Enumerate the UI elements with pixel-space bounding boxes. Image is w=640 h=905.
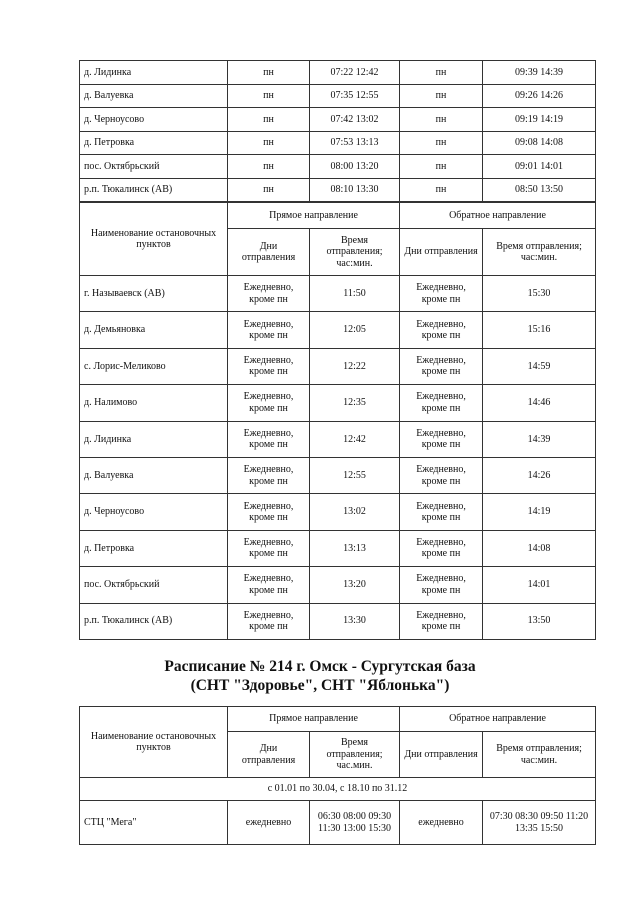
departure-days: Ежедневно, кроме пн: [228, 603, 310, 639]
stop-name: пос. Октябрьский: [80, 567, 228, 603]
departure-times: 07:35 12:55: [310, 84, 400, 108]
stop-column-header: Наименование остановочных пунктов: [80, 707, 228, 778]
table-row: [80, 155, 596, 179]
stop-name: г. Называевск (АВ): [80, 276, 228, 312]
forward-direction-header: Прямое направление: [228, 707, 400, 732]
departure-days: Ежедневно, кроме пн: [228, 421, 310, 457]
departure-times: 08:10 13:30: [310, 178, 400, 202]
schedule-table-214: [79, 706, 596, 845]
table-row: [80, 84, 596, 108]
schedule-title-line1: Расписание № 214 г. Омск - Сургутская база: [164, 658, 476, 675]
departure-times: 07:42 13:02: [310, 108, 400, 132]
departure-days: Ежедневно, кроме пн: [400, 530, 483, 566]
time-header: Время отправления; час:мин.: [310, 229, 400, 276]
stop-name: пос. Октябрьский: [80, 155, 228, 179]
days-header: Дни отправления: [400, 229, 483, 276]
departure-days: пн: [400, 61, 483, 85]
departure-times: 06:30 08:00 09:30 11:30 13:00 15:30: [310, 801, 400, 845]
table-row: [80, 385, 596, 421]
departure-times: 09:26 14:26: [483, 84, 596, 108]
table-row: [80, 801, 596, 845]
departure-days: Ежедневно, кроме пн: [228, 494, 310, 530]
departure-times: 09:39 14:39: [483, 61, 596, 85]
days-header: Дни отправления: [228, 732, 310, 778]
departure-times: 08:50 13:50: [483, 178, 596, 202]
departure-times: 07:30 08:30 09:50 11:20 13:35 15:50: [483, 801, 596, 845]
departure-times: 14:46: [483, 385, 596, 421]
table-row: [80, 421, 596, 457]
backward-direction-header: Обратное направление: [400, 203, 596, 229]
departure-times: 08:00 13:20: [310, 155, 400, 179]
departure-days: Ежедневно, кроме пн: [228, 348, 310, 384]
backward-direction-header: Обратное направление: [400, 707, 596, 732]
departure-days: пн: [400, 178, 483, 202]
departure-days: Ежедневно, кроме пн: [400, 494, 483, 530]
stop-name: д. Лидинка: [80, 421, 228, 457]
stop-name: р.п. Тюкалинск (АВ): [80, 178, 228, 202]
schedule-title-line2: (СНТ "Здоровье", СНТ "Яблонька"): [190, 677, 450, 694]
time-header: Время отправления; час:мин.: [483, 229, 596, 276]
stop-column-header: Наименование остановочных пунктов: [80, 203, 228, 276]
departure-days: Ежедневно, кроме пн: [400, 348, 483, 384]
departure-days: пн: [228, 178, 310, 202]
departure-days: Ежедневно, кроме пн: [228, 312, 310, 348]
departure-times: 14:19: [483, 494, 596, 530]
schedule-title: [0, 657, 640, 695]
departure-days: Ежедневно, кроме пн: [400, 457, 483, 493]
table-row: [80, 178, 596, 202]
departure-times: 14:26: [483, 457, 596, 493]
departure-times: 11:50: [310, 276, 400, 312]
departure-days: пн: [228, 108, 310, 132]
departure-times: 12:22: [310, 348, 400, 384]
stop-name: д. Налимово: [80, 385, 228, 421]
departure-times: 14:01: [483, 567, 596, 603]
departure-times: 13:13: [310, 530, 400, 566]
departure-days: Ежедневно, кроме пн: [228, 530, 310, 566]
departure-times: 13:30: [310, 603, 400, 639]
stop-name: с. Лорис-Меликово: [80, 348, 228, 384]
departure-times: 07:22 12:42: [310, 61, 400, 85]
departure-times: 09:08 14:08: [483, 131, 596, 155]
departure-days: Ежедневно, кроме пн: [400, 567, 483, 603]
departure-days: Ежедневно, кроме пн: [400, 603, 483, 639]
stop-name: д. Лидинка: [80, 61, 228, 85]
stop-name: д. Демьяновка: [80, 312, 228, 348]
departure-times: 09:01 14:01: [483, 155, 596, 179]
table-row: [80, 494, 596, 530]
stop-name: д. Черноусово: [80, 494, 228, 530]
departure-times: 13:50: [483, 603, 596, 639]
stop-name: р.п. Тюкалинск (АВ): [80, 603, 228, 639]
departure-days: Ежедневно, кроме пн: [228, 276, 310, 312]
departure-days: пн: [228, 155, 310, 179]
departure-times: 15:16: [483, 312, 596, 348]
stop-name: д. Черноусово: [80, 108, 228, 132]
departure-times: 13:20: [310, 567, 400, 603]
departure-days: Ежедневно, кроме пн: [400, 385, 483, 421]
stop-name: д. Валуевка: [80, 457, 228, 493]
departure-days: Ежедневно, кроме пн: [400, 421, 483, 457]
days-header: Дни отправления: [400, 732, 483, 778]
departure-times: 07:53 13:13: [310, 131, 400, 155]
departure-times: 14:59: [483, 348, 596, 384]
departure-days: пн: [228, 131, 310, 155]
stop-name: СТЦ "Мега": [80, 801, 228, 845]
forward-direction-header: Прямое направление: [228, 203, 400, 229]
time-header: Время отправления; час.мин.: [310, 732, 400, 778]
departure-days: пн: [228, 61, 310, 85]
departure-days: Ежедневно, кроме пн: [228, 567, 310, 603]
season-period: с 01.01 по 30.04, с 18.10 по 31.12: [80, 778, 596, 801]
departure-days: пн: [228, 84, 310, 108]
table-row: [80, 603, 596, 639]
departure-days: Ежедневно, кроме пн: [400, 276, 483, 312]
departure-days: Ежедневно, кроме пн: [400, 312, 483, 348]
table-row: [80, 276, 596, 312]
table-row: [80, 530, 596, 566]
departure-times: 14:39: [483, 421, 596, 457]
departure-days: пн: [400, 155, 483, 179]
time-header: Время отправления; час:мин.: [483, 732, 596, 778]
table-row: [80, 312, 596, 348]
departure-times: 09:19 14:19: [483, 108, 596, 132]
table-row: [80, 348, 596, 384]
departure-days: пн: [400, 84, 483, 108]
schedule-table-daily: [79, 202, 596, 640]
departure-days: пн: [400, 131, 483, 155]
table-row: [80, 457, 596, 493]
departure-times: 12:05: [310, 312, 400, 348]
table-row: [80, 61, 596, 85]
table-row: [80, 108, 596, 132]
departure-times: 12:55: [310, 457, 400, 493]
days-header: Дни отправления: [228, 229, 310, 276]
departure-times: 14:08: [483, 530, 596, 566]
departure-days: пн: [400, 108, 483, 132]
departure-times: 15:30: [483, 276, 596, 312]
departure-days: Ежедневно, кроме пн: [228, 457, 310, 493]
departure-days: Ежедневно, кроме пн: [228, 385, 310, 421]
departure-times: 13:02: [310, 494, 400, 530]
table-row: [80, 567, 596, 603]
table-row: [80, 131, 596, 155]
schedule-table-continued: [79, 60, 596, 202]
stop-name: д. Петровка: [80, 530, 228, 566]
departure-times: 12:35: [310, 385, 400, 421]
departure-times: 12:42: [310, 421, 400, 457]
departure-days: ежедневно: [228, 801, 310, 845]
departure-days: ежедневно: [400, 801, 483, 845]
stop-name: д. Петровка: [80, 131, 228, 155]
stop-name: д. Валуевка: [80, 84, 228, 108]
